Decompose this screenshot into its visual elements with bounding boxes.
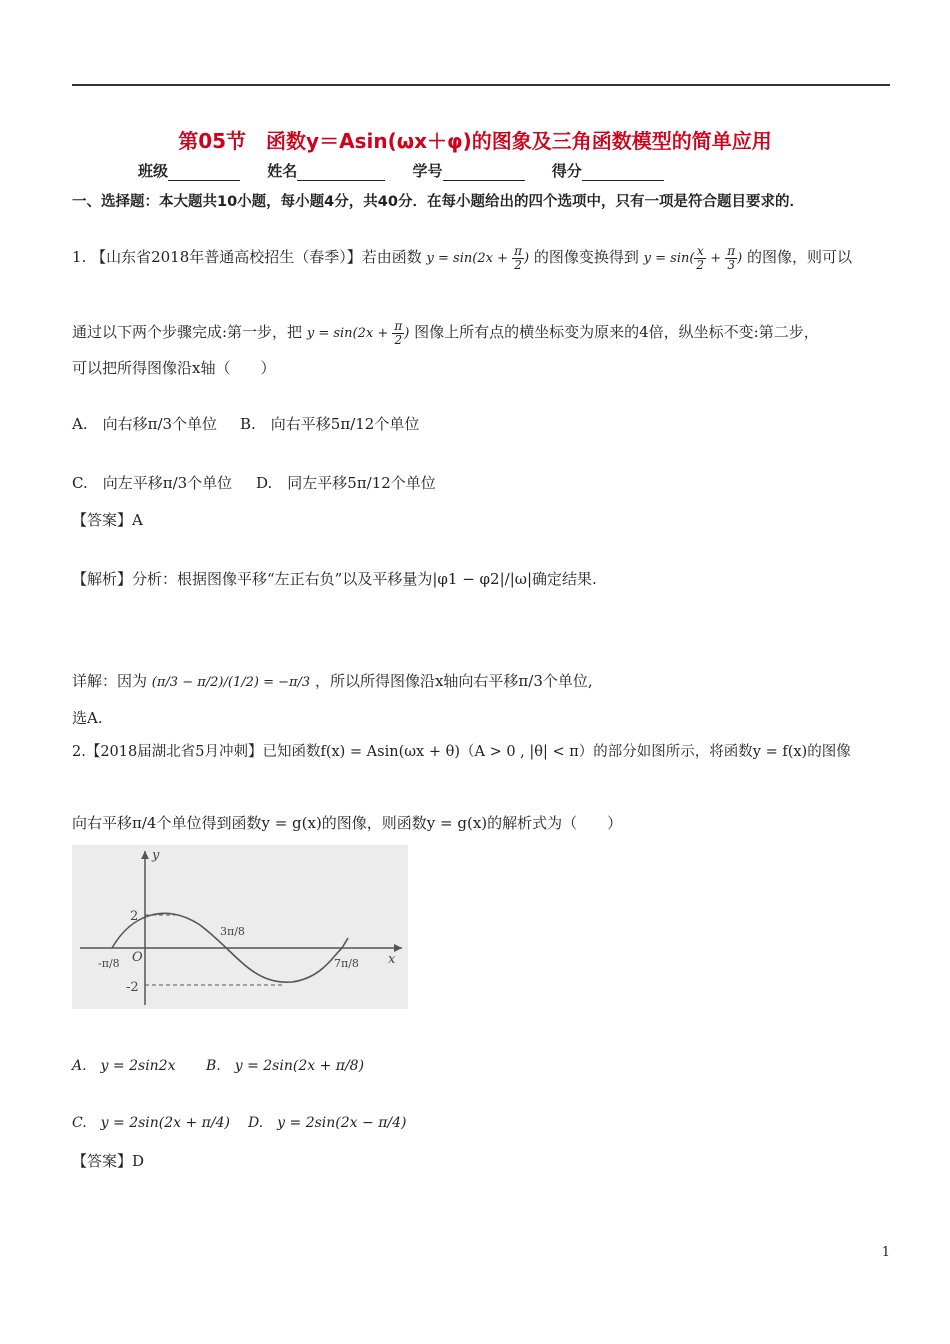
class-field[interactable]: 班级 [138,160,240,181]
q2-option-a[interactable]: A. y = 2sin2x [72,1058,176,1074]
tick-3pi-8: 3π/8 [220,925,245,938]
x-axis-label: x [388,952,396,967]
y-axis-label: y [152,848,160,863]
q2-option-b[interactable]: B. y = 2sin(2x + π/8) [206,1058,365,1074]
q1-detail: 详解：因为 (π/3 − π/2)/(1/2) = −π/3 ，所以所得图像沿x轴向右平移π/3个单位, [72,672,593,690]
q1-option-a[interactable]: A. 向右移π/3个单位 [72,415,218,433]
page-title: 第05节 函数y＝Asin(ωx＋φ)的图象及三角函数模型的简单应用 [178,129,772,153]
q2-option-c[interactable]: C. y = 2sin(2x + π/4) [72,1115,230,1131]
student-number-field[interactable]: 学号 [413,160,525,181]
q1-detail-formula: (π/3 − π/2)/(1/2) = −π/3 [151,675,311,690]
q2-option-d[interactable]: D. y = 2sin(2x − π/4) [248,1115,407,1131]
header-rule [72,84,890,86]
tick-7pi-8: 7π/8 [334,957,359,970]
y-max-label: 2 [130,909,139,924]
graph-svg [72,845,408,1009]
score-field[interactable]: 得分 [552,160,664,181]
function-graph [72,845,408,1009]
q1-line-3: 可以把所得图像沿x轴（ ） [72,359,276,377]
x-axis-arrow [394,944,402,952]
section-heading: 一、选择题：本大题共10小题，每小题4分，共40分．在每小题给出的四个选项中，只有一项是符合题目要求的． [72,194,804,210]
q1-analysis: 【解析】分析：根据图像平移“左正右负”以及平移量为|φ1 − φ2|/|ω|确定结果. [72,570,597,588]
y-min-label: -2 [126,980,139,995]
q1-option-d[interactable]: D. 同左平移5π/12个单位 [256,474,436,492]
name-field[interactable]: 姓名 [267,160,385,181]
q1-option-c[interactable]: C. 向左平移π/3个单位 [72,474,233,492]
q2-line-1: 2.【2018届湖北省5月冲刺】已知函数f(x) = Asin(ωx + θ)（A > 0 , |θ| < π）的部分如图所示，将函数y = f(x)的图像 [72,744,851,760]
q1-answer: 【答案】A [72,511,143,529]
y-axis-arrow [141,851,149,859]
q1-conclusion: 选A. [72,709,103,727]
q1-line-2: 通过以下两个步骤完成:第一步，把 y = sin(2x + $\frac{\pi}{2}$ ) 图像上所有点的横坐标变为原来的4倍，纵坐标不变:第二步， [72,319,819,347]
q1-line-1: 1. 【山东省2018年普通高校招生（春季）】若由函数 y = sin(2x + $\frac{\pi}{2}$ ) 的图像变换得到 y = sin( $\frac{x}{2}$ + $\frac{\pi}{3}$ ) 的图像，则可以 [72,244,852,272]
tick-neg-pi-8: -π/8 [98,957,120,970]
q1-option-b[interactable]: B. 向右平移5π/12个单位 [240,415,420,433]
origin-label: O [132,950,143,965]
q2-answer: 【答案】D [72,1152,145,1170]
page-number: 1 [881,1245,890,1260]
q2-line-2: 向右平移π/4个单位得到函数y = g(x)的图像，则函数y = g(x)的解析式为（ ） [72,814,623,832]
student-info-row [138,160,686,181]
